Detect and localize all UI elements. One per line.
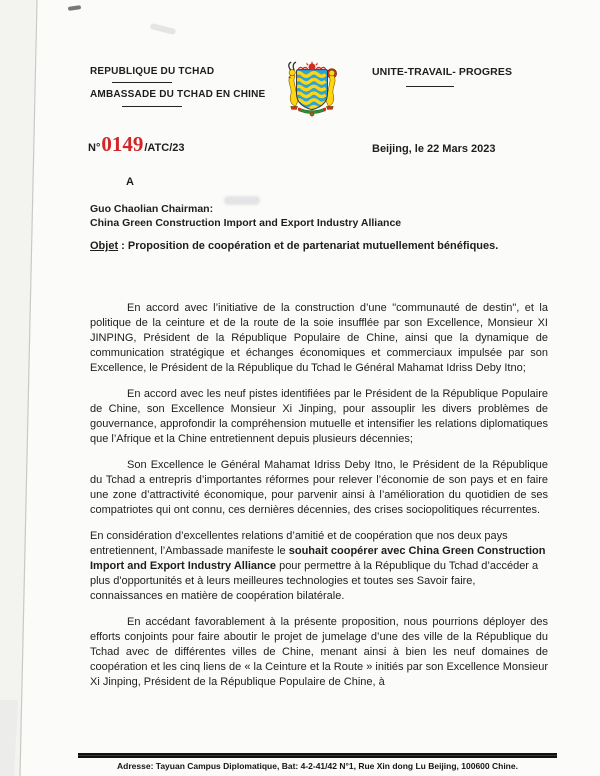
paragraph-4 [90, 529, 548, 604]
chad-coat-of-arms-icon [283, 60, 341, 118]
paragraph-1: En accord avec l’initiative de la construction d’une "communauté de destin", et la politique de la ceinture et de la route de la soie insufflée par son Excellence, Monsieur XI JINPING, Président de la République Populaire de Chine, ainsi que la dynamique de communication stratégique et échanges économiques et commerciaux impulsée par son Excellence, le Président de la République du Tchad le Général Mahamat Idriss Deby Itno; [90, 302, 548, 374]
ref-stamped-number: 0149 [101, 132, 144, 156]
paragraph-2: En accord avec les neuf pistes identifiées par le Président de la République Populaire de Chine, son Excellence Monsieur Xi Jinping, pour assouplir les divers problèmes de gouvernance, approfondir la compréhension mutuelle et intensifier les relations diplomatiques que l’Afrique et la Chine entretiennent depuis plusieurs décennies; [90, 388, 548, 445]
letter-body [90, 301, 548, 701]
subject-text: Proposition de coopération et de partenariat mutuellement bénéfiques. [127, 240, 499, 252]
subject-line [90, 239, 524, 254]
national-motto: UNITE-TRAVAIL- PROGRES [372, 66, 513, 78]
divider [112, 82, 172, 83]
paragraph-4-lead: En considération d’excellentes relations d’amitié et de coopération que nos deux pays entretiennent, l’Ambassade manifeste le [90, 530, 508, 557]
country-name: REPUBLIQUE DU TCHAD [90, 66, 215, 77]
letterhead-left [90, 66, 265, 107]
salutation: A [126, 176, 134, 188]
ref-suffix: /ATC/23 [144, 142, 185, 154]
paragraph-4-tail: pour permettre à la République du Tchad d’accéder a plus d'opportunités et à leurs meilleures technologies et toutes ses Savoir faire, connaissances en matière de coopération bilatérale. [90, 560, 539, 602]
institution-name: AMBASSADE DU TCHAD EN CHINE [90, 89, 266, 100]
reference-number [88, 134, 184, 155]
addressee-block [90, 202, 401, 230]
letterhead-right [372, 66, 512, 87]
footer-rule [78, 753, 557, 758]
divider [122, 106, 182, 107]
subject-label: Objet [90, 240, 119, 252]
footer-address: Adresse: Tayuan Campus Diplomatique, Bat: 4-2-41/42 N°1, Rue Xin dong Lu Beijing, 100600 Chine. [117, 761, 518, 771]
paragraph-5: En accédant favorablement à la présente proposition, nous pourrions déployer des efforts conjoints pour faire aboutir le projet de jumelage d’une des ville de la République du Tchad avec de différentes villes de Chine, menant ainsi à bien les neuf domaines de coopération et les cinq liens de « la Ceinture et la Route » initiés par son Excellence Monsieur Xi Jinping, Président de la République Populaire de Chine, à [90, 616, 548, 688]
addressee-name: Guo Chaolian Chairman: [90, 203, 214, 215]
sun-crest [298, 61, 325, 70]
paragraph-4-bold-partner: souhait coopérer avec China Green Construction Import and Export Industry Alliance [90, 545, 546, 572]
addressee-organization: China Green Construction Import and Export Industry Alliance [90, 217, 402, 229]
date-line: Beijing, le 22 Mars 2023 [372, 143, 496, 155]
paragraph-3: Son Excellence le Général Mahamat Idriss Deby Itno, le Président de la République du Tchad a entrepris d’importantes réformes pour relever l’économie de son pays et en faire une zone d’attractivité économique, pour parvenir ainsi à l’amélioration du quotidien de ses compatriotes qui ont connu, ces dernières décennies, des crises sociopolitiques récurrentes. [90, 459, 548, 516]
subject-separator: : [118, 240, 128, 252]
divider [406, 86, 454, 87]
ref-prefix: N° [88, 142, 101, 154]
